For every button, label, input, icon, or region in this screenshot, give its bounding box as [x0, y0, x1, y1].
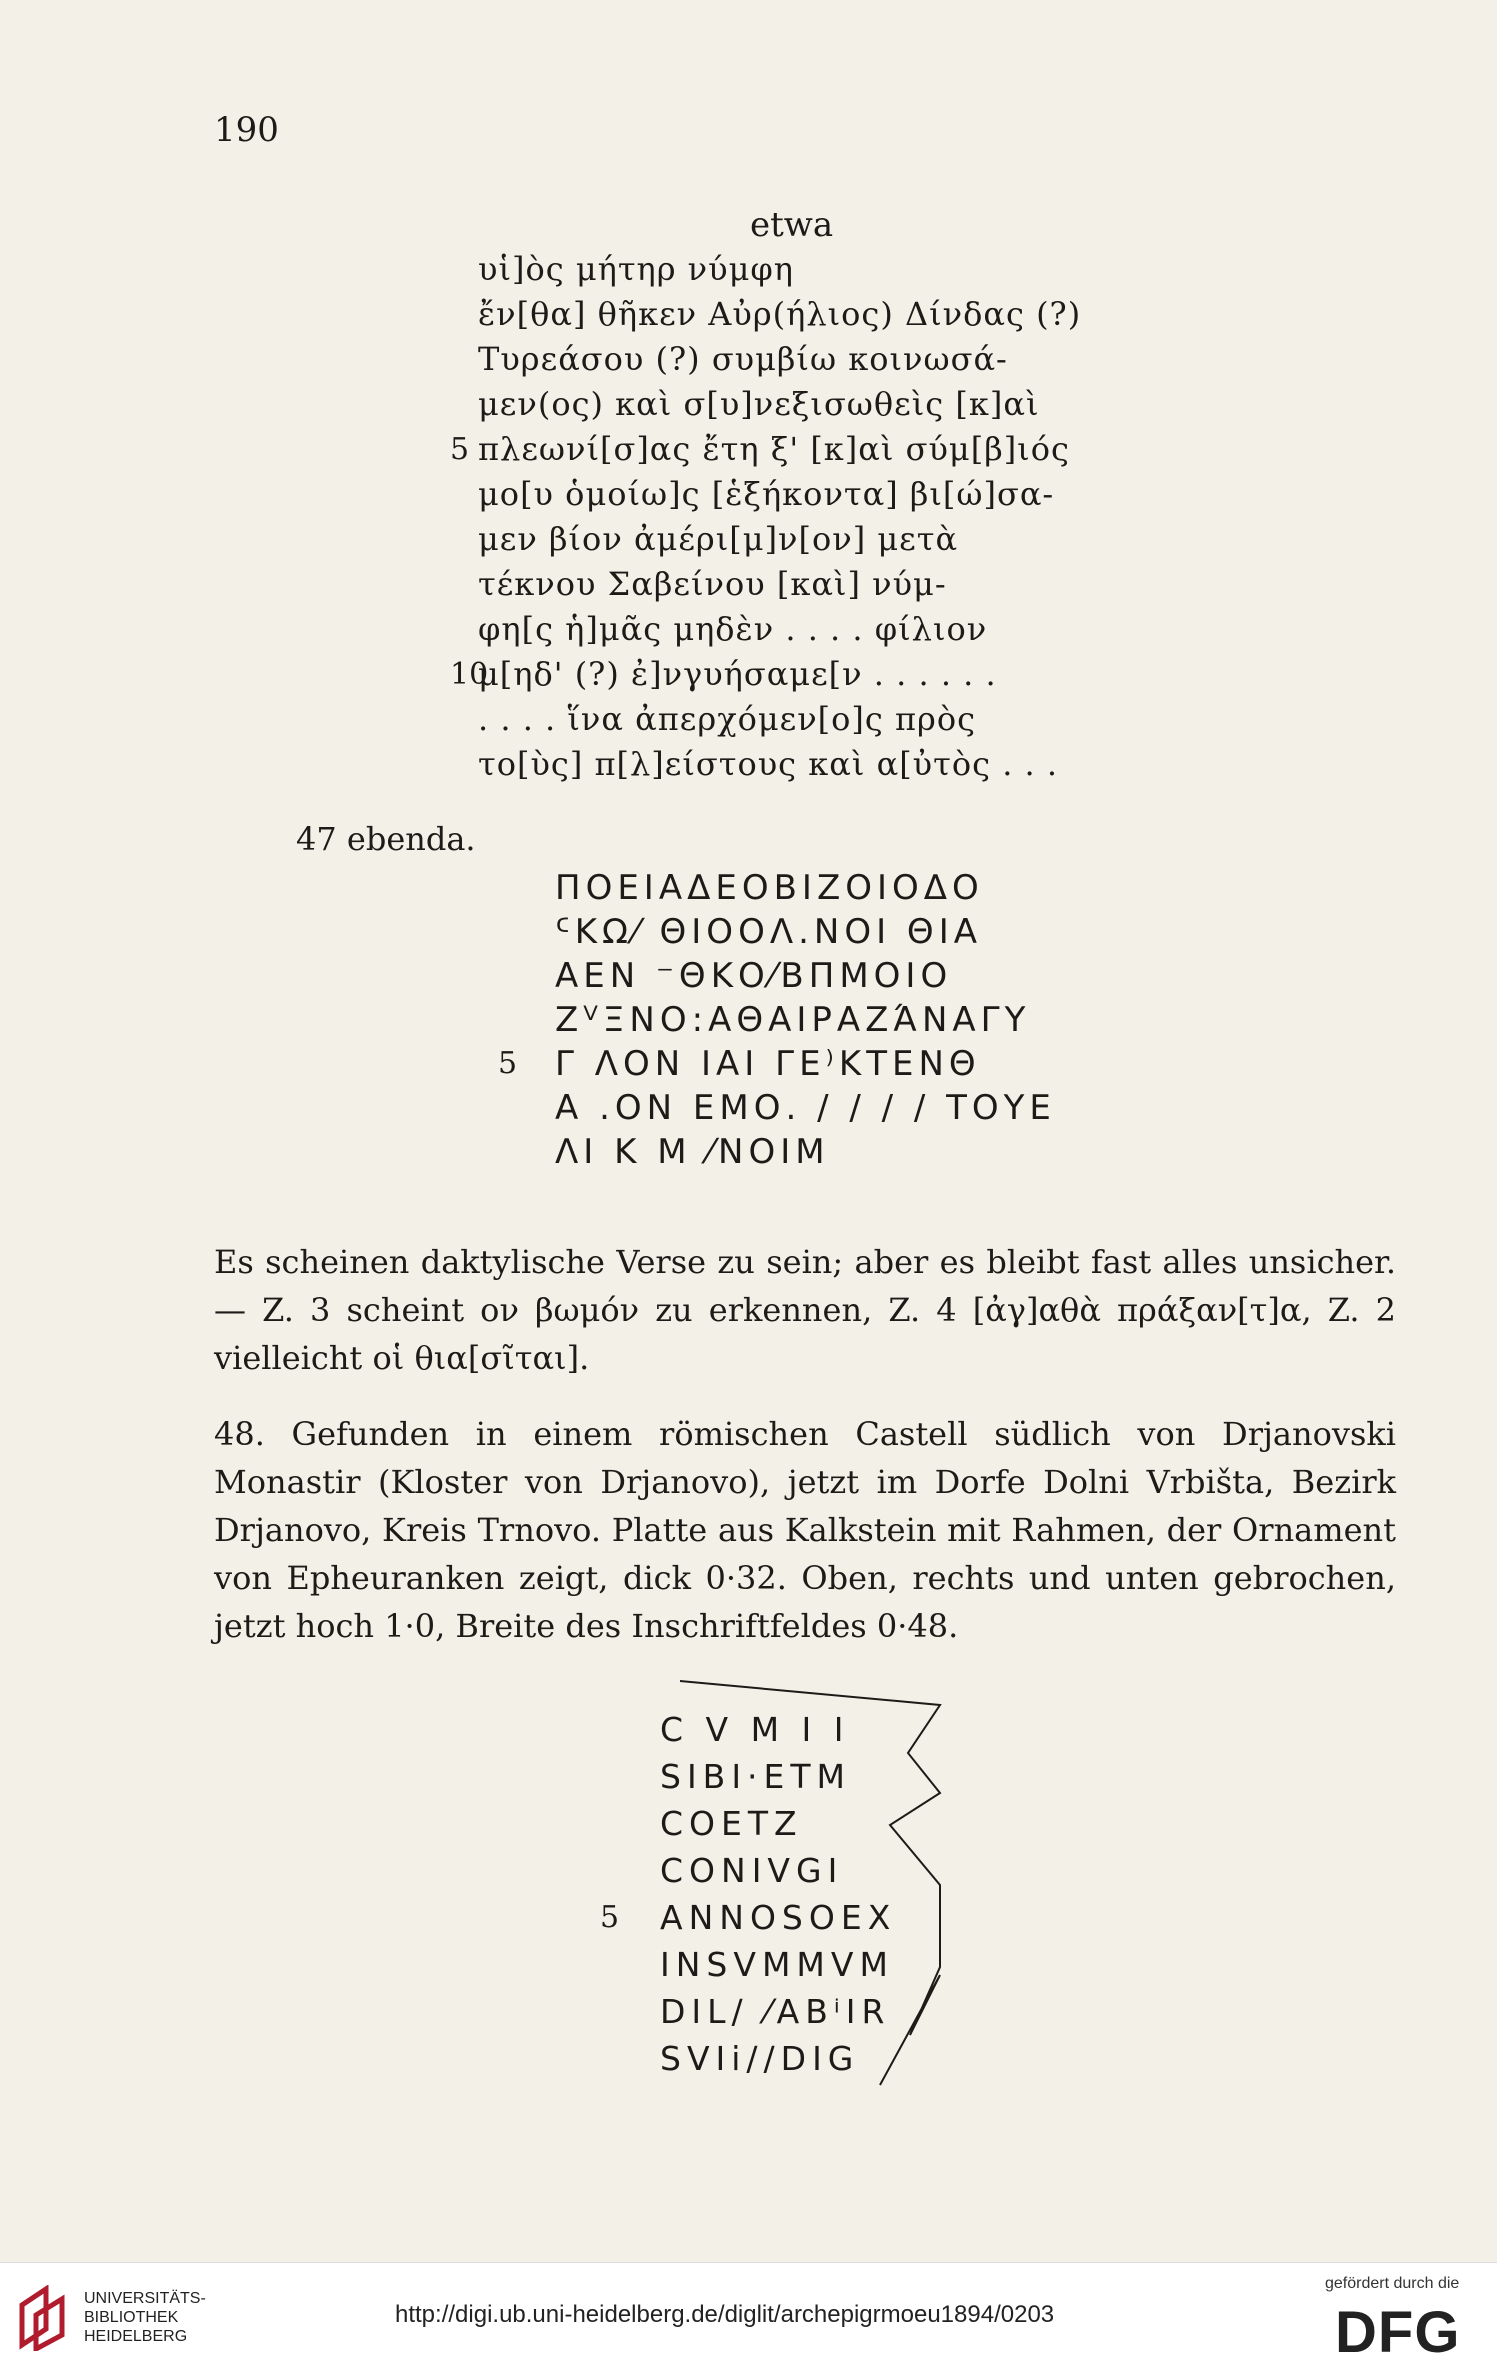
- capitals-line-number: 5: [498, 1046, 518, 1081]
- library-line-3: HEIDELBERG: [84, 2328, 188, 2345]
- greek-line-number: 10: [450, 657, 489, 692]
- greek-line: τέκνου Σαβείνου [καὶ] νύμ-: [478, 565, 947, 603]
- library-line-2: BIBLIOTHEK: [84, 2309, 179, 2326]
- library-name: [84, 2289, 206, 2346]
- greek-line: μ[ηδ' (?) ἐ]νγυήσαμε[ν . . . . . .: [478, 655, 997, 693]
- latin-line: SIBI·ETM: [660, 1757, 852, 1796]
- greek-line: . . . . ἵνα ἀπερχόμεν[ο]ς πρὸς: [478, 700, 977, 738]
- latin-line: C V M I I: [660, 1710, 850, 1749]
- library-line-1: UNIVERSITÄTS-: [84, 2290, 206, 2307]
- latin-line: CONIVGI: [660, 1851, 844, 1890]
- university-library-logo: [16, 2285, 68, 2351]
- etwa-label: etwa: [750, 205, 834, 245]
- capitals-line: ΖⱽΞΝΟ:ΑΘΑΙΡΑΖΆΝΑΓΥ: [555, 1000, 1031, 1040]
- greek-line: υἱ]ὸς μήτηρ νύμφη: [478, 250, 794, 288]
- latin-line: SVIi//DIG: [660, 2039, 860, 2078]
- greek-line: μεν βίον ἀμέρι[μ]ν[ον] μετὰ: [478, 520, 959, 558]
- latin-line: ANNOSOEX: [660, 1898, 897, 1937]
- greek-line: πλεωνί[σ]ας ἔτη ξ' [κ]αὶ σύμ[β]ιός: [478, 430, 1070, 468]
- capitals-line: ΛΙ Κ Μ ⁄ΝΟΙΜ: [555, 1132, 830, 1172]
- source-url-link[interactable]: http://digi.ub.uni-heidelberg.de/diglit/archepigrmoeu1894/0203: [395, 2301, 1055, 2328]
- latin-line: DIL/ ⁄ABⁱIR: [660, 1992, 891, 2031]
- latin-line: INSVMMVM: [660, 1945, 894, 1984]
- greek-line: φη[ς ἡ]μᾶς μηδὲν . . . . φίλιον: [478, 610, 988, 648]
- capitals-line: ᑦΚΩ⁄ ΘΙΟΟΛ.ΝΟΙ ΘΙΑ: [555, 912, 982, 952]
- entry-47-heading: 47 ebenda.: [296, 820, 476, 858]
- capitals-line: ΑΕΝ ⁻ΘΚΟ⁄ΒΠΜΟΙΟ: [555, 956, 953, 996]
- latin-line-number: 5: [600, 1900, 620, 1935]
- capitals-line: ΠΟΕΙΑΔΕΟΒΙΖΟΙΟΔΟ: [555, 868, 984, 908]
- dfg-logo: DFG: [1335, 2300, 1461, 2365]
- greek-line: μεν(ος) καὶ σ[υ]νεξισωθεὶς [κ]αὶ: [478, 385, 1040, 423]
- greek-line: μο[υ ὁμοίω]ς [ἑξήκοντα] βι[ώ]σα-: [478, 475, 1055, 513]
- commentary-paragraph: Es scheinen daktylische Verse zu sein; aber es bleibt fast alles unsicher. — Z. 3 scheint ον βωμόν zu erkennen, Z. 4 [ἀγ]αθὰ πράξαν[τ]α, Z. 2 vielleicht οἱ θια[σῖται].: [214, 1243, 1396, 1377]
- greek-line: ἔν[θα] θῆκεν Αὐρ(ήλιος) Δίνδας (?): [478, 295, 1082, 333]
- funded-by-label: gefördert durch die: [1325, 2275, 1460, 2292]
- greek-line: Τυρεάσου (?) συμβίω κοινωσά-: [478, 340, 1008, 378]
- greek-line: το[ὺς] π[λ]είστους καὶ α[ὐτὸς . . .: [478, 745, 1059, 783]
- latin-line: COETZ: [660, 1804, 803, 1843]
- capitals-line: Α .ΟΝ ΕΜΟ. / / / / ΤΟΥΕ: [555, 1088, 1056, 1128]
- capitals-line: Γ ΛΟΝ ΙΑΙ ΓΕ⁾ΚΤΕΝΘ: [555, 1044, 981, 1084]
- greek-line-number: 5: [450, 432, 470, 467]
- digitization-footer: [0, 2262, 1497, 2375]
- page-number: 190: [214, 110, 279, 150]
- entry-48-paragraph: 48. Gefunden in einem römischen Castell südlich von Drjanovski Monastir (Kloster von Drjanovo), jetzt im Dorfe Dolni Vrbišta, Bezirk Drjanovo, Kreis Trnovo. Platte aus Kalkstein mit Rahmen, der Ornament von Epheuranken zeigt, dick 0·32. Oben, rechts und unten gebrochen, jetzt hoch 1·0, Breite des Inschriftfeldes 0·48.: [214, 1415, 1396, 1645]
